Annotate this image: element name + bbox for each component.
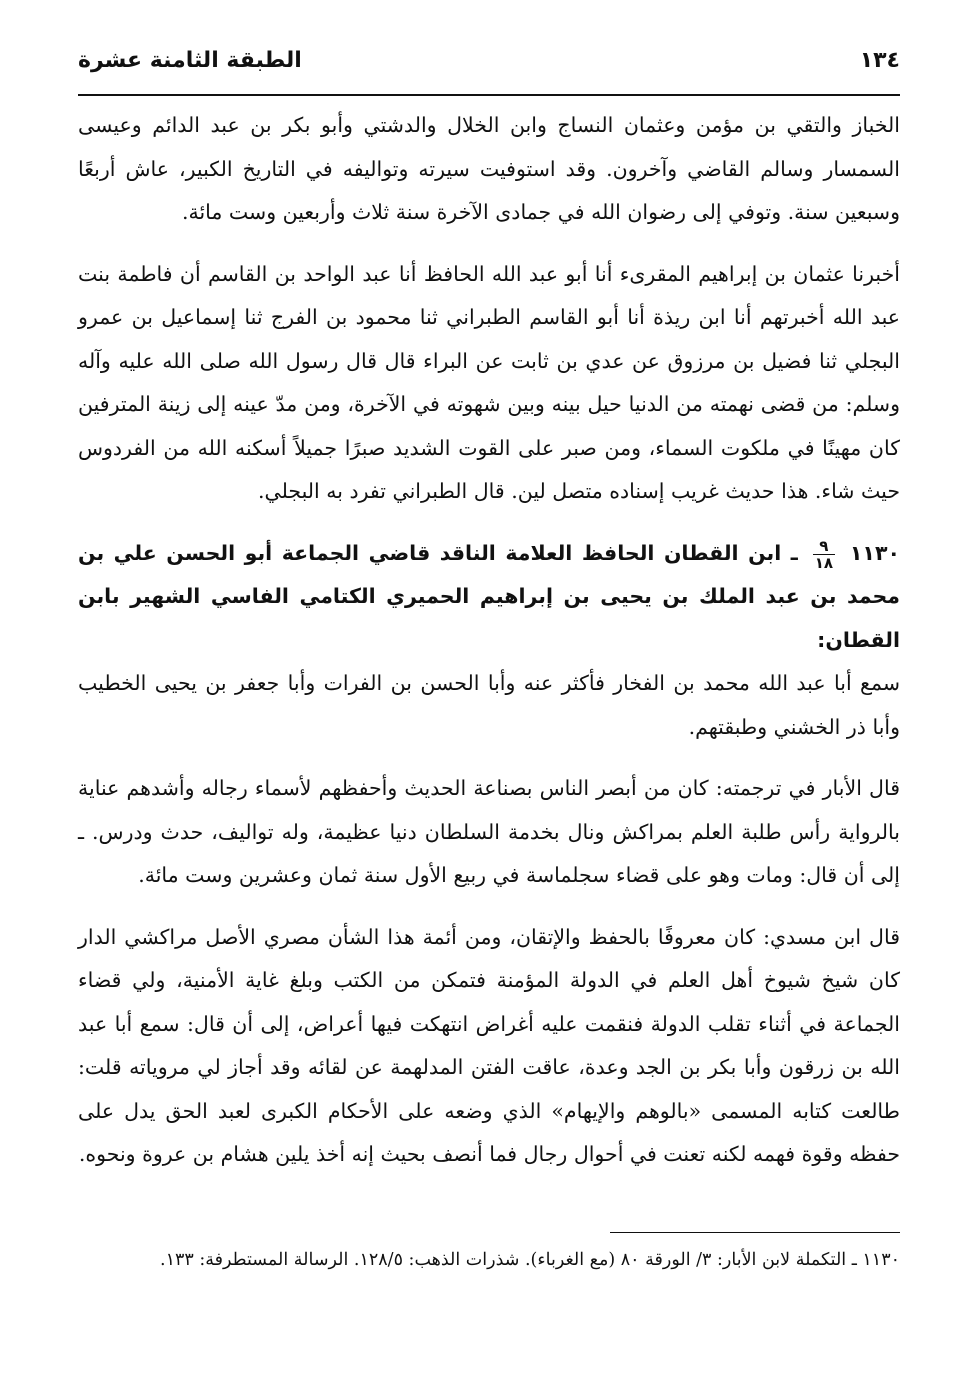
entry-fraction: [813, 538, 835, 571]
biography-entry: [78, 532, 900, 663]
page-header: [78, 40, 900, 80]
footnote: ١١٣٠ ـ التكملة لابن الأبار: ٣/ الورقة ٨٠ (مع الغرباء). شذرات الذهب: ١٢٨/٥. الرسالة المستطرفة: ١٣٣.: [160, 1250, 900, 1270]
main-text: [78, 104, 900, 1195]
entry-title: ـ ابن القطان الحافظ العلامة الناقد قاضي الجماعة أبو الحسن علي بن محمد بن عبد الملك بن يحيى بن إبراهيم الحميري الكتامي الفاسي الشهير بابن القطان:: [78, 540, 900, 652]
paragraph-hadith: أخبرنا عثمان بن إبراهيم المقرىء أنا أبو عبد الله الحافظ أنا عبد الواحد بن القاسم أن فاطمة بنت عبد الله أخبرتهم أنا ابن ريذة أنا أبو القاسم الطبراني ثنا محمود بن الفرج ثنا إسماعيل بن عمرو البجلي ثنا فضيل بن مرزوق عن عدي بن ثابت عن البراء قال قال رسول الله صلى الله عليه وآله وسلم: من قضى نهمته من الدنيا حيل بينه وبين شهوته في الآخرة، ومن مدّ عينه إلى زينة المترفين كان مهينًا في ملكوت السماء، ومن صبر على القوت الشديد صبرًا جميلاً أسكنه الله من الفردوس حيث شاء. هذا حديث غريب إسناده متصل لين. قال الطبراني تفرد به البجلي.: [78, 261, 900, 503]
entry-text: سمع أبا عبد الله محمد بن الفخار فأكثر عنه وأبا الحسن بن الفرات وأبا جعفر بن يحيى الخطيب وأبا ذر الخشني وطبقتهم.: [78, 671, 900, 739]
footnote-divider: [610, 1232, 900, 1233]
fraction-denominator: ١٨: [814, 553, 834, 572]
fraction-numerator: ٩: [813, 538, 835, 555]
header-divider: [78, 94, 900, 96]
paragraph-ibn-masdi: قال ابن مسدي: كان معروفًا بالحفظ والإتقان، ومن أئمة هذا الشأن مصري الأصل مراكشي الدار كان شيخ شيوخ أهل العلم في الدولة المؤمنة فتمكن من الكتب وبلغ غاية الأمنية، ولي قضاء الجماعة في أثناء تقلب الدولة فنقمت عليه أغراض انتهكت فيها أعراض، إلى أن قال: سمع أبا عبد الله بن زرقون وأبا بكر بن الجد وعدة، عاقت الفتن المدلهمة عن لقائه وقد أجاز لي مروياته قلت: طالعت كتابه المسمى «بالوهم والإيهام» الذي وضعه على الأحكام الكبرى لعبد الحق يدل على حفظه وقوة فهمه لكنه تعنت في أحوال رجال فما أنصف بحيث إنه أخذ يلين هشام بن عروة ونحوه.: [78, 924, 900, 1166]
paragraph-continuation: الخباز والتقي بن مؤمن وعثمان النساج وابن الخلال والدشتي وأبو بكر بن عبد الدائم وعيسى السمسار وسالم القاضي وآخرون. وقد استوفيت سيرته وتواليفه في التاريخ الكبير، عاش أربعًا وسبعين سنة. وتوفي إلى رضوان الله في جمادى الآخرة سنة ثلاث وأربعين وست مائة.: [78, 113, 900, 224]
entry-number: ١١٣٠: [849, 540, 900, 565]
page-number: ١٣٤: [859, 47, 900, 73]
paragraph-abbar: قال الأبار في ترجمته: كان من أبصر الناس بصناعة الحديث وأحفظهم لأسماء رجاله وأشدهم عناية بالرواية رأس طلبة العلم بمراكش ونال بخدمة السلطان دنيا عظيمة، وله تواليف، حدث ودرس. ـ إلى أن قال: ومات وهو على قضاء سجلماسة في ربيع الأول سنة ثمان وعشرين وست مائة.: [78, 776, 900, 887]
running-title: الطبقة الثامنة عشرة: [78, 47, 302, 73]
